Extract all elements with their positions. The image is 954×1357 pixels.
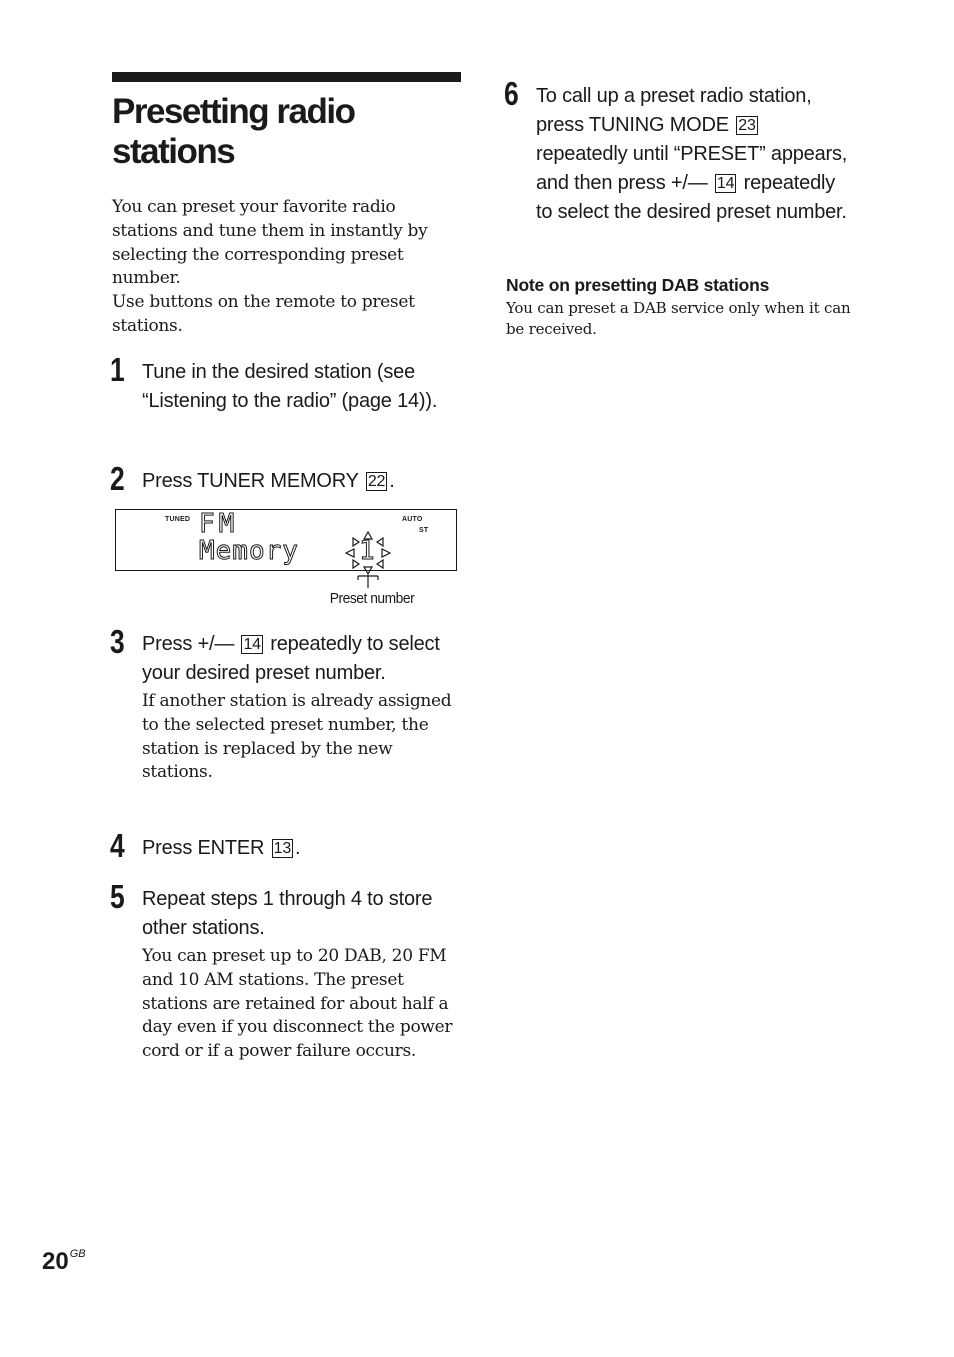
button-reference: 23 [738, 117, 756, 134]
step-1 [110, 351, 462, 416]
step-number: 3 [110, 623, 125, 660]
stereo-indicator: ST [419, 527, 429, 534]
button-reference: 22 [367, 473, 386, 490]
step-text [536, 82, 854, 227]
auto-indicator: AUTO [402, 516, 423, 523]
note-heading: Note on presetting DAB stations [506, 275, 770, 295]
step-6 [504, 75, 854, 227]
step-text [142, 834, 457, 863]
step-text-part: Press ENTER [142, 837, 265, 859]
preset-digit: 1 [359, 536, 375, 566]
step-5 [110, 878, 457, 1064]
step-text-part: Press TUNER MEMORY [142, 470, 359, 492]
note-body: You can preset a DAB service only when it can be received. [506, 299, 851, 338]
step-text: Tune in the desired station (see “Listening to the radio” (page 14)). [142, 361, 438, 412]
step-number: 2 [110, 460, 125, 497]
step-note: You can preset up to 20 DAB, 20 FM and 10 AM stations. The preset stations are retained for about half a day even if you disconnect the power cord or if a power failure occurs. [142, 946, 453, 1062]
step-text-part: repeatedly to select your desired preset number. [142, 633, 440, 684]
intro [112, 196, 442, 339]
page-region-code: GB [69, 1248, 86, 1260]
button-reference: 14 [716, 175, 735, 192]
button-reference: 13 [273, 840, 292, 857]
step-text: Repeat steps 1 through 4 to store other stations. [142, 888, 433, 939]
step-text-part: repeatedly until “PRESET” appears, and then press +/— [536, 143, 848, 194]
step-number: 4 [110, 827, 125, 864]
step-note: If another station is already assigned to the selected preset number, the station is replaced by the new stations. [142, 691, 452, 783]
tuned-indicator: TUNED [165, 516, 191, 523]
display-line-1: FM [199, 509, 239, 539]
step-number: 1 [110, 351, 125, 388]
intro-paragraph: Use buttons on the remote to preset stations. [112, 292, 415, 336]
button-reference: 14 [243, 636, 261, 653]
display-line-2: Memory [199, 536, 299, 566]
step-number: 5 [110, 878, 125, 915]
page-title: Presetting radio stations [112, 92, 355, 171]
step-text-part: repeatedly to select the desired preset number. [536, 172, 847, 223]
step-text-part: To call up a preset radio station, press TUNING MODE [536, 85, 812, 136]
step-3 [110, 623, 457, 785]
step-text-part: . [295, 837, 301, 859]
step-text [142, 467, 462, 496]
title-rule [112, 72, 461, 82]
page-number [42, 1248, 86, 1276]
intro-paragraph: You can preset your favorite radio stations and tune them in instantly by selecting the corresponding preset number. [112, 197, 428, 289]
step-4 [110, 827, 457, 864]
step-text [142, 630, 457, 688]
step-number: 6 [504, 75, 519, 112]
preset-number-caption: Preset number [329, 590, 415, 607]
step-text-part: . [389, 470, 395, 492]
step-text-part: Press +/— [142, 633, 235, 655]
page-number-value: 20 [42, 1248, 69, 1275]
display-panel [115, 509, 457, 571]
step-2 [110, 460, 462, 497]
